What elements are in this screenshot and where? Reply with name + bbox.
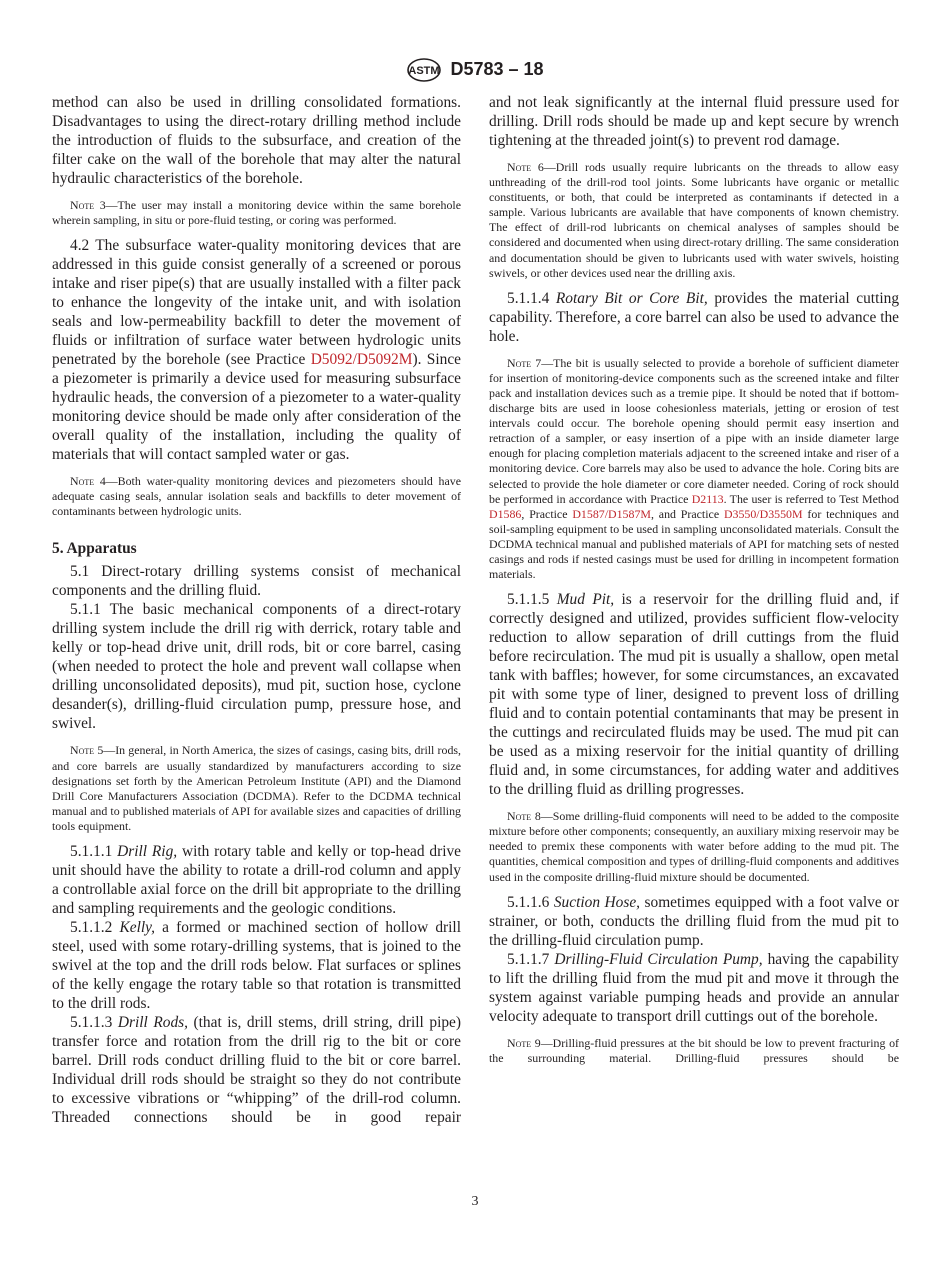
note-label: Note 3 <box>70 198 106 212</box>
text: 4.2 The subsurface water-quality monitoring devices that are addressed in this guide consist generally of a screened or porous intake and riser pipe(s) that are usually installed with a filter pack to enhance the longevity of the intake unit, and with isolation seals and low-permeability backfill to deter the movement of fluids or infiltration of surface water between hydrologic units penetrated by the borehole (see Practice <box>52 237 461 369</box>
text: a formed or machined section of hollow drill steel, used with some rotary-drilling systems, that is joined to the swivel at the top and the drill rods below. Flat surfaces or splines of the kelly engage the rotary table so that rotation is transmitted to the drill rods. <box>52 919 461 1013</box>
note-label: Note 5 <box>70 743 104 758</box>
text: 5.1.1.1 <box>70 843 118 861</box>
text: (that is, drill stems, drill string, drill pipe) transfer force and rotation from the drill rig to the bit or core barrel. Drill rods conduct drilling fluid to the bit or core barrel. Individual drill rods should be straight so they do not contribute to excessive vibrations or “whipping” of the drill-rod column. Threaded connections should be in good repair <box>52 1014 461 1127</box>
text: is a reservoir for the drilling fluid and, if correctly designed and utilized, provides sufficient flow-velocity reduction to allow separation of drill cuttings from the fluid before recirculation. The mud pit is usually a shallow, open metal tank with baffles; however, for some circumstances, an excavated pit with some type of liner, designed to prevent loss of drilling fluid and to contain potential contaminants that may be present in the cuttings and recirculated fluids may be used. The mud pit can be used as a mixing reservoir for the initial quantity of drilling fluid and, in some circumstances, for adding water and additives to the drilling fluid as drilling progresses. <box>489 591 899 799</box>
text: having the capability to lift the drilling fluid from the mud pit and move it through the system against variable pumping heads and provide an annular velocity adequate to transport drill cuttings out of the borehole. <box>489 950 900 1025</box>
page-number: 3 <box>471 1194 479 1209</box>
note-label: Note 6 <box>507 160 544 174</box>
paragraph <box>52 93 461 188</box>
term: Kelly, <box>119 919 155 937</box>
text: ). Since a piezometer is primarily a device used for measuring subsurface hydraulic heads, the conversion of a piezometer to a water-quality monitoring device should be made only after consideration of the overall quality of the installation, including the quality of materials that will contact sampled water or gas. <box>52 351 461 464</box>
text: 5.1.1.5 <box>507 591 557 609</box>
term: Drill Rods, <box>117 1014 188 1032</box>
paragraph <box>489 93 899 150</box>
text: provides the material cutting capability. Therefore, a core barrel can also be used to advance the hole. <box>489 289 900 345</box>
text: —In general, in North America, the sizes of casings, casing bits, drill rods, and core barrels are usually standardized by manufacturers according to size designations set forth by the American Petroleum Institute (API) and the Diamond Drill Core Manufacturers Association (DCDMA). Refer to the DCDMA technical manual and to published materials of API for available sizes and capacities of drilling tools equipment. <box>52 743 462 833</box>
term: Mud Pit, <box>556 591 615 609</box>
paragraph <box>52 1013 461 1127</box>
text: and not leak significantly at the internal fluid pressure used for drilling. Drill rods should be made up and kept secure by wrench tightening at the threaded joint(s) to prevent rod damage. <box>489 94 899 149</box>
standard-reference-link[interactable]: D3550/D3550M <box>723 506 803 521</box>
text: —Drilling-fluid pressures at the bit should be low to prevent fracturing of the surrounding material. Drilling-fluid pressures should be <box>489 1035 899 1065</box>
text: with rotary table and kelly or top-head drive unit should have the ability to rotate a drill-rod column and apply a controllable axial force on the drill bit appropriate to the drilling and sampling requirements and the geologic conditions. <box>52 843 462 918</box>
term: Drilling-Fluid Circulation Pump, <box>554 950 763 968</box>
right-column <box>489 93 899 1074</box>
note-label: Note 8 <box>507 809 541 824</box>
standard-reference-link[interactable]: D1587/D1587M <box>572 506 651 521</box>
text: . The user is referred to Test Method <box>723 491 899 506</box>
standard-reference-link[interactable]: D2113 <box>691 491 724 506</box>
term: Suction Hose, <box>553 893 641 911</box>
note <box>52 743 461 834</box>
text: 5. Apparatus <box>52 540 137 558</box>
paragraph <box>489 289 899 346</box>
text: 5.1.1 The basic mechanical components of a direct-rotary drilling system include the drill rig with derrick, rotary table and kelly or top-head drive unit, drill rods, bit or core barrel, casing (when needed to protect the hole and prevent wall collapse when drilling unconsolidated deposits), mud pit, suction hose, cyclone desander(s), drilling-fluid circulation pump, pressure hose, and swivel. <box>52 601 461 733</box>
text: —Drill rods usually require lubricants on the threads to allow easy unthreading of the drill-rod tool joints. Some lubricants have organic or metallic constituents, or both, that could be interpreted as contaminants if detected in a sample. Various lubricants are available that have components of known chemistry. The effect of drill-rod lubricants on chemical analyses of samples should be considered and documented when using direct-rotary drilling. The same consideration and documentation should be given to lubricants used with water swivels, hoisting swivels, or other devices used near the drilling axis. <box>489 160 899 280</box>
text: 5.1 Direct-rotary drilling systems consist of mechanical components and the drilling fluid. <box>52 563 461 600</box>
text: method can also be used in drilling consolidated formations. Disadvantages to using the direct-rotary drilling method include the introduction of fluids to the subsurface, and creation of the filter cake on the wall of the borehole that may alter the natural hydraulic characteristics of the borehole. <box>52 94 461 187</box>
text: 5.1.1.3 <box>70 1014 118 1032</box>
section-heading <box>52 539 461 558</box>
paragraph <box>489 893 899 950</box>
note <box>52 474 461 519</box>
left-column <box>52 93 461 1127</box>
text: 5.1.1.4 <box>507 289 556 307</box>
note <box>489 809 899 884</box>
standard-designation: D5783 – 18 <box>450 58 544 79</box>
paragraph <box>489 950 899 1026</box>
note-label: Note 4 <box>70 474 106 489</box>
text: —Both water-quality monitoring devices and piezometers should have adequate casing seals, annular isolation seals and backfills to deter movement of contaminants between hydrologic units. <box>52 474 462 519</box>
term: Rotary Bit or Core Bit, <box>555 289 708 307</box>
page-header <box>0 55 950 83</box>
paragraph <box>52 918 461 1013</box>
note-label: Note 9 <box>507 1035 541 1050</box>
note <box>489 356 899 582</box>
paragraph <box>52 562 461 600</box>
paragraph <box>52 842 461 918</box>
text: 5.1.1.6 <box>507 893 554 911</box>
paragraph <box>52 600 461 733</box>
note <box>489 1036 899 1066</box>
svg-text:ASTM: ASTM <box>408 65 441 77</box>
text: —Some drilling-fluid components will need to be added to the composite mixture before other components; consequently, an auxiliary mixing reservoir may be needed to premix these components with water before adding to the mud pit. The quantities, chemical composition and types of drilling-fluid components and additives used in the composite drilling-fluid mixture should be documented. <box>489 809 899 884</box>
text: for techniques and soil-sampling equipment to be used in sampling unconsolidated materials. Consult the DCDMA technical manual and published materials of API for matching sets of nested casings and rods if nested casings must be used for drilling in incompetent formation materials. <box>489 506 899 582</box>
astm-logo-icon <box>406 55 442 83</box>
note <box>52 198 461 228</box>
term: Drill Rig, <box>117 843 178 861</box>
note <box>489 160 899 281</box>
text: —The user may install a monitoring device within the same borehole wherein sampling, in situ or pore-fluid testing, or coring was performed. <box>52 198 461 228</box>
text: —The bit is usually selected to provide a borehole of sufficient diameter for insertion of monitoring-device components such as the screened intake and filter pack and installation devices such as a tremie pipe. It should be noted that if bottom-discharge bits are used in loose cohesionless materials, jetting or erosion of test intervals could occur. The borehole opening should permit easy insertion and retraction of a sampler, or easy insertion of a pipe with an inside diameter large enough for placing completion materials adjacent to the screened intake and riser of a monitoring device. Core barrels may also be used to advance the hole. Coring bits are selected to provide the hole diameter or core diameter needed. Coring of rock should be performed in accordance with Practice <box>489 355 899 506</box>
text: , and Practice <box>650 506 724 521</box>
text: 5.1.1.7 <box>507 950 555 968</box>
paragraph <box>52 236 461 464</box>
note-label: Note 7 <box>507 355 542 370</box>
text: sometimes equipped with a foot valve or strainer, or both, conducts the drilling fluid from the mud pit to the drilling-fluid circulation pump. <box>489 893 899 949</box>
paragraph <box>489 590 899 799</box>
standard-reference-link[interactable]: D5092/D5092M <box>310 351 413 369</box>
text: 5.1.1.2 <box>70 919 120 937</box>
text: , Practice <box>521 506 573 521</box>
standard-reference-link[interactable]: D1586 <box>489 506 522 521</box>
